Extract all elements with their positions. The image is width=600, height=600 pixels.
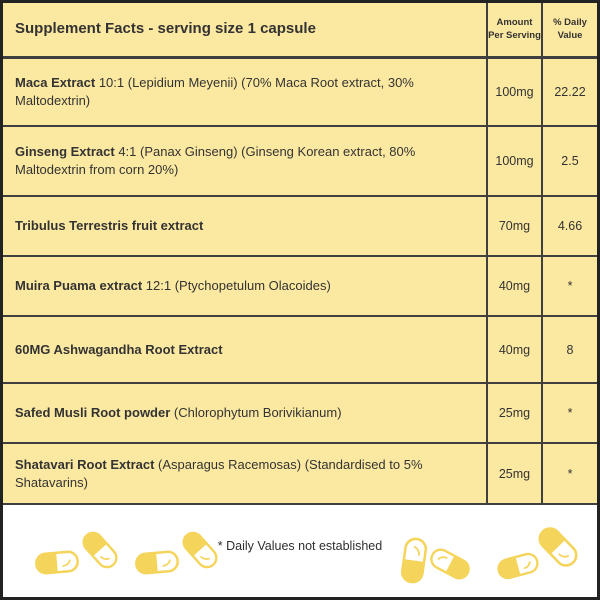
daily-value-cell: * — [541, 257, 597, 315]
ingredient-name: Safed Musli Root powder — [15, 405, 171, 421]
ingredient-name: 60MG Ashwagandha Root Extract — [15, 341, 223, 357]
ingredient-name: Muira Puama extract — [15, 278, 143, 294]
daily-value-cell: * — [541, 384, 597, 442]
amount-column-header — [486, 3, 541, 56]
daily-header-line1: % Daily — [553, 17, 587, 29]
ingredient-name: Shatavari Root Extract — [15, 456, 155, 472]
amount-cell: 25mg — [486, 444, 541, 503]
amount-header-line2: Per Serving — [488, 29, 541, 41]
daily-value-cell: 22.22 — [541, 59, 597, 125]
daily-value-cell: * — [541, 444, 597, 503]
ingredient-detail: 10:1 (Lepidium Meyenii) (70% Maca Root extract, 30% Maltodextrin) — [15, 75, 414, 108]
amount-cell: 25mg — [486, 384, 541, 442]
table-row — [3, 384, 597, 444]
amount-header-line1: Amount — [496, 17, 533, 29]
capsule-icon — [495, 550, 541, 582]
label-footer — [3, 505, 597, 597]
table-row — [3, 444, 597, 505]
table-title-cell — [3, 3, 486, 56]
ingredient-detail: (Chlorophytum Borivikianum) — [170, 405, 342, 421]
daily-value-cell: 2.5 — [541, 127, 597, 195]
ingredient-name: Tribulus Terrestris fruit extract — [15, 218, 204, 234]
table-row — [3, 127, 597, 197]
capsule-group — [399, 527, 489, 593]
ingredient-cell — [3, 317, 486, 382]
capsule-group — [33, 531, 133, 591]
ingredient-detail: 4:1 (Panax Ginseng) (Ginseng Korean extract, 80% Maltodextrin from corn 20%) — [15, 144, 416, 177]
capsule-icon — [134, 549, 180, 576]
daily-header-line2: Value — [557, 29, 583, 41]
amount-cell: 70mg — [486, 197, 541, 255]
capsule-icon — [34, 549, 80, 576]
page-title: Supplement Facts - serving size 1 capsule — [15, 20, 316, 38]
amount-cell: 40mg — [486, 317, 541, 382]
table-row — [3, 257, 597, 317]
ingredient-name: Maca Extract — [15, 75, 96, 91]
ingredient-detail: 12:1 (Ptychopetulum Olacoides) — [142, 278, 331, 294]
capsule-icon — [533, 522, 582, 572]
ingredient-cell — [3, 127, 486, 195]
daily-value-cell: 8 — [541, 317, 597, 382]
ingredient-name: Ginseng Extract — [15, 144, 115, 160]
ingredient-cell — [3, 444, 486, 503]
capsule-icon — [399, 536, 428, 585]
amount-cell: 40mg — [486, 257, 541, 315]
amount-cell: 100mg — [486, 127, 541, 195]
capsule-group — [133, 531, 233, 591]
ingredient-detail: (Asparagus Racemosas) (Standardised to 5% Shatavarins) — [15, 456, 423, 490]
ingredient-cell — [3, 257, 486, 315]
ingredient-cell — [3, 197, 486, 255]
table-row — [3, 59, 597, 127]
capsule-icon — [426, 544, 473, 583]
ingredient-cell — [3, 59, 486, 125]
table-row — [3, 197, 597, 257]
supplement-facts-table — [3, 3, 597, 505]
table-row — [3, 317, 597, 384]
capsule-icon — [78, 527, 122, 573]
daily-values-footnote: * Daily Values not established — [217, 539, 383, 553]
amount-cell: 100mg — [486, 59, 541, 125]
daily-value-cell: 4.66 — [541, 197, 597, 255]
ingredient-cell — [3, 384, 486, 442]
table-header-row — [3, 3, 597, 59]
capsule-group — [497, 529, 597, 593]
daily-value-column-header — [541, 3, 597, 56]
capsule-icon — [178, 527, 222, 573]
